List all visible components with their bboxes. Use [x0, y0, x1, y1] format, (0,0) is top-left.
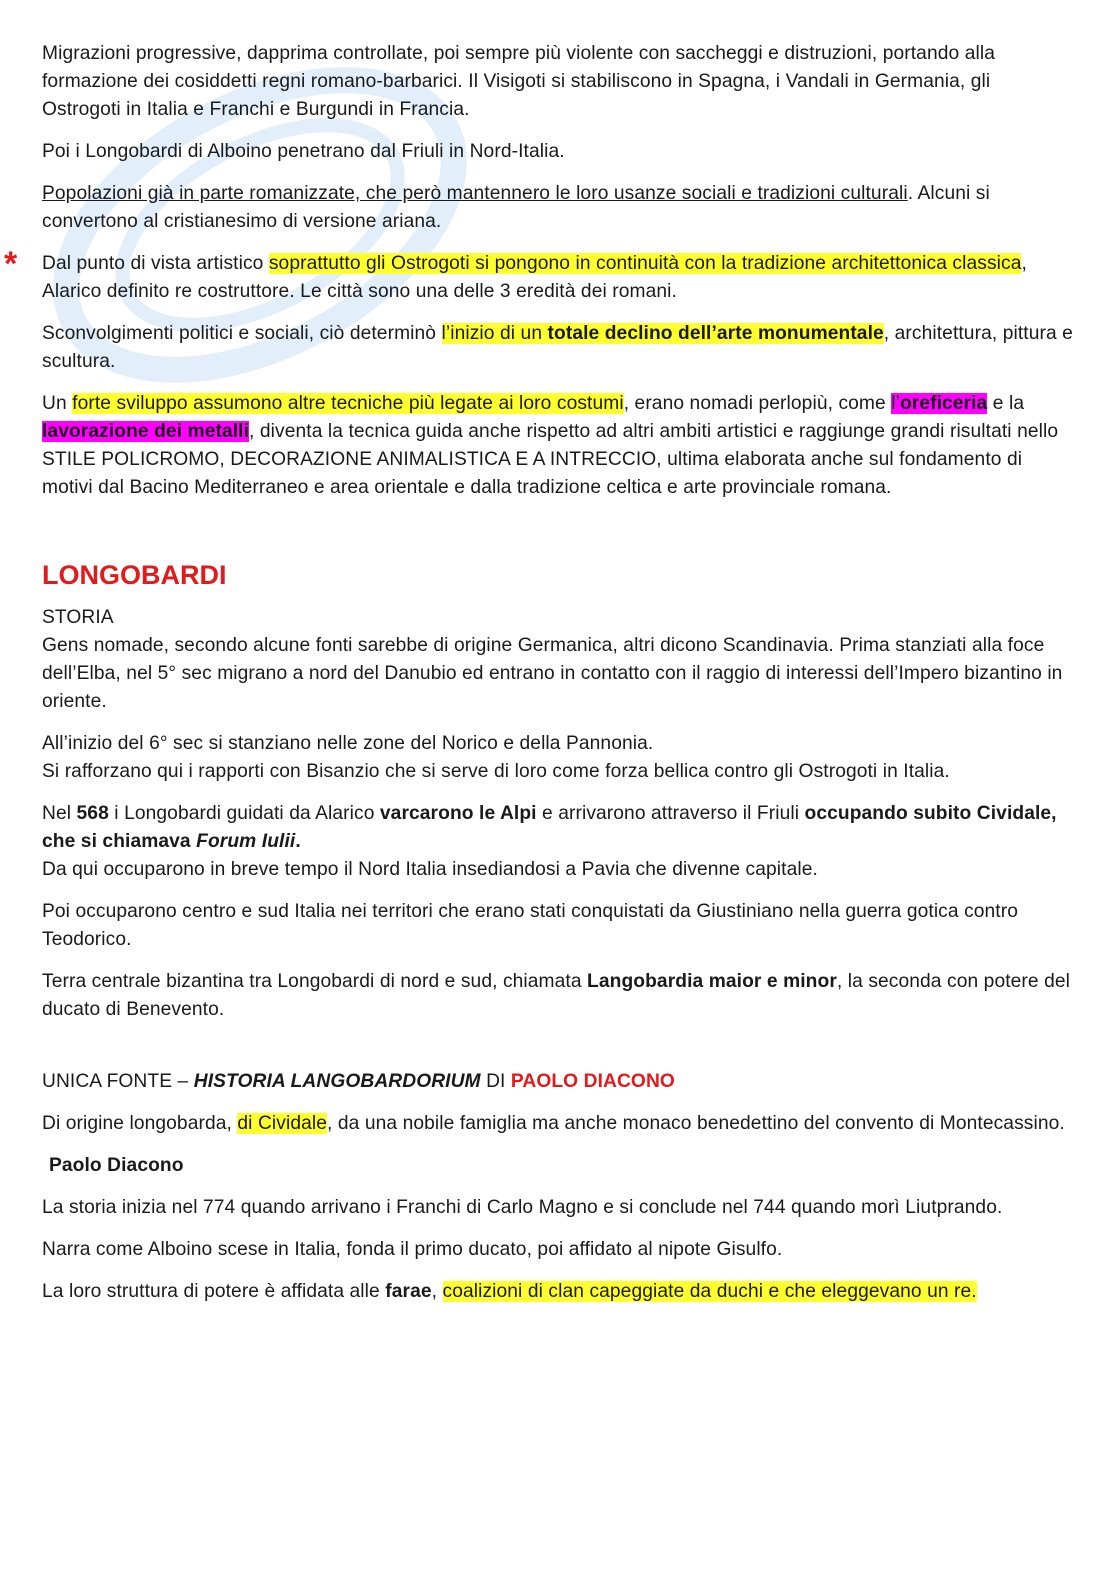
paragraph-popolazioni: Popolazioni già in parte romanizzate, che però mantennero le loro usanze sociali e tradizioni culturali. Alcuni si convertono al cristianesimo di versione ariana. — [42, 183, 990, 232]
paragraph-oreficeria: Un forte sviluppo assumono altre tecniche più legate ai loro costumi, erano nomadi perlopiù, come l’oreficeria e la lavorazione dei metalli, diventa la tecnica guida anche rispetto ad altri ambiti artistici e raggiunge grandi risultati nello STILE POLICROMO, DECORAZIONE ANIMALISTICA E A INTRECCIO, ultima elaborata anche sul fondamento di motivi dal Bacino Mediterraneo e area orientale e dalla tradizione celtica e arte provinciale romana. — [42, 393, 1059, 498]
underlined-text: Popolazioni già in parte romanizzate, che però mantennero le loro usanze sociali e tradizioni culturali — [42, 183, 908, 204]
highlight-magenta: l’oreficeria — [891, 393, 988, 414]
paragraph-storia: STORIA Gens nomade, secondo alcune fonti sarebbe di origine Germanica, altri dicono Scandinavia. Prima stanziati alla foce dell’Elba, nel 5° sec migrano a nord del Danubio ed entrano in contatto con il raggio di interessi dell’Impero bizantino in oriente. — [42, 607, 1063, 712]
storia-label: STORIA — [42, 607, 114, 628]
fonte-heading: UNICA FONTE – HISTORIA LANGOBARDORIUM DI PAOLO DIACONO — [42, 1071, 675, 1092]
highlight: soprattutto gli Ostrogoti si pongono in continuità con la tradizione architettonica classica — [268, 253, 1022, 274]
paragraph-norico: All’inizio del 6° sec si stanziano nelle zone del Norico e della Pannonia. Si rafforzano qui i rapporti con Bisanzio che si serve di loro come forza bellica contro gli Ostrogoti in Italia. — [42, 733, 950, 782]
highlight: forte sviluppo assumono altre tecniche più legate ai loro costumi — [72, 393, 624, 414]
paragraph-774: La storia inizia nel 774 quando arrivano i Franchi di Carlo Magno e si conclude nel 744 quando morì Liutprando. — [42, 1197, 1003, 1218]
paragraph-ostrogoti: Dal punto di vista artistico soprattutto gli Ostrogoti si pongono in continuità con la tradizione architettonica classica, Alarico definito re costruttore. Le città sono una delle 3 eredità dei romani. — [42, 253, 1027, 302]
highlight: di Cividale — [237, 1113, 327, 1134]
highlight: l’inizio di un totale declino dell’arte monumentale — [441, 323, 884, 344]
document-page — [42, 40, 1074, 1306]
paragraph-gisulfo: Narra come Alboino scese in Italia, fonda il primo ducato, poi affidato al nipote Gisulfo. — [42, 1239, 783, 1260]
highlight: coalizioni di clan capeggiate da duchi e che eleggevano un re. — [442, 1281, 977, 1302]
paragraph-migrazioni: Migrazioni progressive, dapprima controllate, poi sempre più violente con saccheggi e distruzioni, portando alla formazione dei cosiddetti regni romano-barbarici. Il Visigoti si stabiliscono in Spagna, i Vandali in Germania, gli Ostrogoti in Italia e Franchi e Burgundi in Francia. — [42, 43, 995, 120]
paragraph-farae: La loro struttura di potere è affidata alle farae, coalizioni di clan capeggiate da duchi e che eleggevano un re. — [42, 1281, 977, 1302]
section-heading: LONGOBARDI — [42, 560, 227, 590]
paragraph-sconvolgimenti: Sconvolgimenti politici e sociali, ciò determinò l’inizio di un totale declino dell’arte monumentale, architettura, pittura e scultura. — [42, 323, 1073, 372]
paragraph-568: Nel 568 i Longobardi guidati da Alarico varcarono le Alpi e arrivarono attraverso il Friuli occupando subito Cividale, che si chiamava Forum Iulii. Da qui occuparono in breve tempo il Nord Italia insediandosi a Pavia che divenne capitale. — [42, 803, 1057, 880]
highlight-magenta: lavorazione dei metalli — [42, 421, 250, 442]
asterisk-mark: * — [4, 245, 18, 283]
paragraph-origine: Di origine longobarda, di Cividale, da una nobile famiglia ma anche monaco benedettino del convento di Montecassino. — [42, 1113, 1065, 1134]
paragraph-centro-sud: Poi occuparono centro e sud Italia nei territori che erano stati conquistati da Giustiniano nella guerra gotica contro Teodorico. — [42, 901, 1018, 950]
subheading-paolo-diacono: Paolo Diacono — [49, 1155, 184, 1176]
paragraph-langobardia: Terra centrale bizantina tra Longobardi di nord e sud, chiamata Langobardia maior e minor, la seconda con potere del ducato di Benevento. — [42, 971, 1071, 1020]
paragraph-alboino: Poi i Longobardi di Alboino penetrano dal Friuli in Nord-Italia. — [42, 141, 565, 162]
